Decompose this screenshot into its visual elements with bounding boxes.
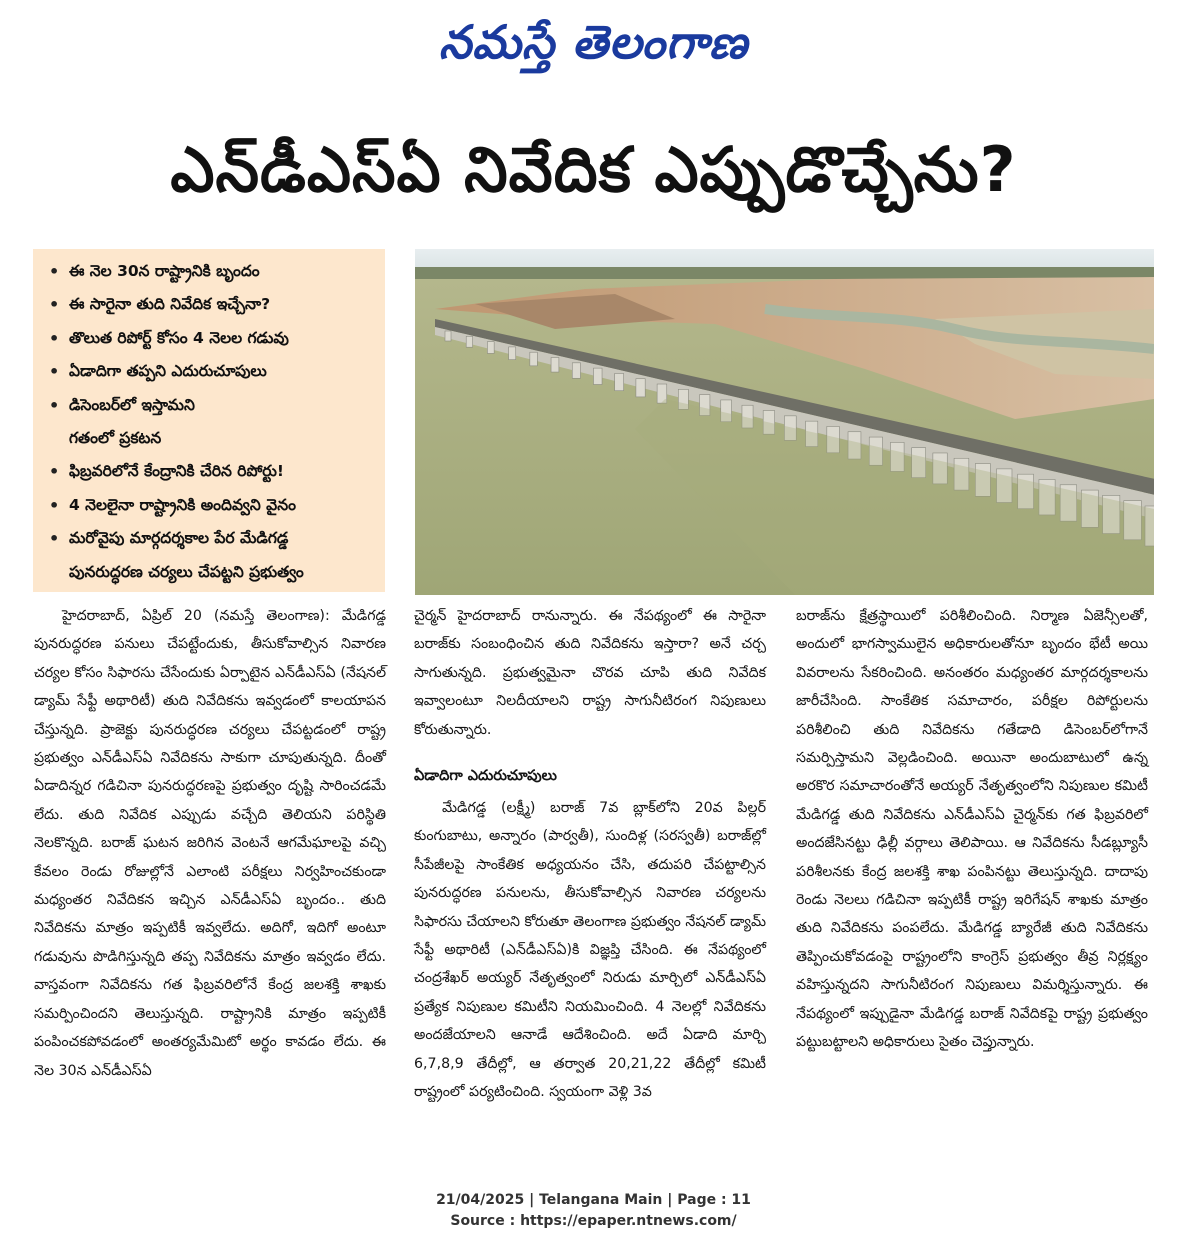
bullet-icon: • xyxy=(49,262,60,281)
highlight-line: మరోవైపు మార్గదర్శకాల పేర మేడిగడ్డ xyxy=(69,529,289,548)
barrage-pier xyxy=(615,373,624,390)
highlight-item xyxy=(47,322,375,355)
column-2-text-b: మేడిగడ్డ (లక్ష్మీ) బరాజ్ 7వ బ్లాక్‌లోని 20వ పిల్లర్ కుంగుబాటు, అన్నారం (పార్వతీ), సుందిళ్ల (సరస్వతీ) బరాజ్‌ల్లో సీపేజీలపై సాంకేతిక అధ్యయనం చేసి, తదుపరి చేపట్టాల్సిన పునరుద్ధరణ పనులను, తీసుకోవాల్సిన నివారణ చర్యలను సిఫారసు చేయాలని కోరుతూ తెలంగాణ ప్రభుత్వం నేషనల్ డ్యామ్ సేఫ్టీ అథారిటీ (ఎన్‌డీఎస్‌ఏ)కి విజ్ఞప్తి చేసింది. ఈ నేపథ్యంలో చంద్రశేఖర్ అయ్యర్ నేతృత్వంలో నిరుడు మార్చిలో ఎన్‌డీఎస్‌ఏ ప్రత్యేక నిపుణుల కమిటీని నియమించింది. 4 నెలల్లో నివేదికను అందజేయాలని ఆనాడే ఆదేశించింది. అదే ఏడాది మార్చి 6,7,8,9 తేదీల్లో, ఆ తర్వాత 20,21,22 తేదీల్లో కమిటీ రాష్ట్రంలో పర్యటించింది. స్వయంగా వెళ్లి 3వ xyxy=(414,800,766,1101)
bullet-icon: • xyxy=(49,295,60,315)
bullet-icon: • xyxy=(49,462,60,482)
highlight-line: ఫిబ్రవరిలోనే కేంద్రానికి చేరిన రిపోర్టు! xyxy=(69,462,284,481)
barrage-pier xyxy=(509,347,516,360)
highlight-item xyxy=(47,489,375,522)
column-1-text: హైదరాబాద్, ఏప్రిల్ 20 (నమస్తే తెలంగాణ): మేడిగడ్డ పునరుద్ధరణ పనులు చేపట్టేందుకు, తీసుకోవాల్సిన నివారణ చర్యల కోసం సిఫారసు చేసేందుకు ఏర్పాటైన ఎన్‌డీఎస్‌ఏ (నేషనల్ డ్యామ్ సేఫ్టీ అథారిటీ) తుది నివేదికను ఇవ్వడంలో కాలయాపన చేస్తున్నది. ప్రాజెక్టు పునరుద్ధరణ చర్యలు చేపట్టడంలో రాష్ట్ర ప్రభుత్వం ఎన్‌డీఎస్‌ఏ నివేదికను సాకుగా చూపుతున్నది. దీంతో ఏడాదిన్నర గడిచినా పునరుద్ధరణపై ప్రభుత్వం దృష్టి సారించడమే లేదు. తుది నివేదిక ఎప్పుడు వచ్చేది తెలియని పరిస్థితి నెలకొన్నది. బరాజ్ ఘటన జరిగిన వెంటనే ఆగమేఘాలపై వచ్చి కేవలం రెండు రోజుల్లోనే ఎలాంటి పరీక్షలు నిర్వహించకుండా మధ్యంతర నివేదికన ఇచ్చిన ఎన్‌డీఎస్‌ఏ బృందం.. తుది నివేదికను మాత్రం ఇప్పటికీ ఇవ్వలేదు. అదిగో, ఇదిగో అంటూ గడువును పొడిగిస్తున్నది తప్ప నివేదికను మాత్రం ఇవ్వడం లేదు. వాస్తవంగా నివేదికను గత ఫిబ్రవరిలోనే కేంద్ర జలశక్తి శాఖకు సమర్పించిందని తెలుస్తున్నది. రాష్ట్రానికి మాత్రం ఇప్పటికీ పంపించకపోవడంలో అంతర్యమేమిటో అర్థం కావడం లేదు. ఈ నెల 30న ఎన్‌డీఎస్‌ఏ xyxy=(34,608,386,1079)
footer-source: Source : https://epaper.ntnews.com/ xyxy=(450,1213,737,1229)
highlights-list xyxy=(47,255,375,589)
bullet-icon: • xyxy=(49,529,60,549)
barrage-pier xyxy=(445,331,451,341)
bullet-icon: • xyxy=(49,495,60,515)
highlight-item xyxy=(47,255,375,288)
article-column-2 xyxy=(414,602,766,1162)
barrage-pier xyxy=(636,379,645,397)
article-headline: ఎన్‌డీఎస్‌ఏ నివేదిక ఎప్పుడొచ్చేను? xyxy=(170,133,1017,206)
footer-date-page: 21/04/2025 | Telangana Main | Page : 11 xyxy=(436,1192,751,1208)
highlight-line: 4 నెలలైనా రాష్ట్రానికి అందివ్వని వైనం xyxy=(69,495,296,514)
highlight-line: ఈ సారైనా తుది నివేదిక ఇచ్చేనా? xyxy=(69,295,271,314)
highlights-box xyxy=(33,249,385,592)
barrage-pier xyxy=(530,352,537,366)
barrage-pier xyxy=(487,342,494,354)
barrage-pier xyxy=(593,368,602,384)
highlight-line: ఈ నెల 30న రాష్ట్రానికి బృందం xyxy=(69,262,260,280)
highlight-item xyxy=(47,389,375,456)
highlight-line: పునరుద్ధరణ చర్యలు చేపట్టని ప్రభుత్వం xyxy=(69,562,304,581)
highlight-item xyxy=(47,522,375,589)
bullet-icon: • xyxy=(49,362,60,382)
highlight-line: తొలుత రిపోర్ట్ కోసం 4 నెలల గడువు xyxy=(69,328,289,347)
column-2-text-a: చైర్మన్ హైదరాబాద్ రానున్నారు. ఈ నేపథ్యంలో ఈ సారైనా బరాజ్‌కు సంబంధించిన తుది నివేదికను ఇస్తారా? అనే చర్చ సాగుతున్నది. ప్రభుత్వమైనా చొరవ చూపి తుది నివేదిక ఇవ్వాలంటూ నిలదీయాలని రాష్ట్ర సాగునీటిరంగ నిపుణులు కోరుతున్నారు. xyxy=(414,608,766,738)
highlight-item xyxy=(47,455,375,488)
barrage-photo xyxy=(415,249,1154,595)
bullet-icon: • xyxy=(49,328,60,348)
barrage-pier xyxy=(572,363,580,378)
barrage-pier xyxy=(466,336,472,347)
highlight-line: గతంలో ప్రకటన xyxy=(69,429,162,448)
highlight-item xyxy=(47,355,375,388)
highlight-line: డిసెంబర్‌లో ఇస్తామని xyxy=(69,395,195,414)
article-column-3 xyxy=(796,602,1148,1162)
bullet-icon: • xyxy=(49,395,60,415)
article-subheading: ఏడాదిగా ఎదురుచూపులు xyxy=(414,768,557,785)
barrage-pier xyxy=(551,358,559,373)
highlight-item xyxy=(47,288,375,321)
highlight-line: ఏడాదిగా తప్పని ఎదురుచూపులు xyxy=(69,362,267,381)
column-3-text: బరాజ్‌ను క్షేత్రస్థాయిలో పరిశీలించింది. నిర్మాణ ఏజెన్సీలతో, అందులో భాగస్వాములైన అధికారులతోనూ బృందం భేటీ అయి వివరాలను సేకరించింది. అనంతరం మధ్యంతర మార్గదర్శకాలను జారీచేసింది. సాంకేతిక సమాచారం, పరీక్షల రిపోర్టులను పరిశీలించి తుది నివేదికను గతేడాది డిసెంబర్‌లోగానే సమర్పిస్తామని వెల్లడించింది. అయినా అందుబాటులో ఉన్న అరకొర సమాచారంతోనే అయ్యర్ నేతృత్వంలోని నిపుణుల కమిటీ మేడిగడ్డ తుది నివేదికను ఎన్‌డీఎస్‌ఏ చైర్మన్‌కు గత ఫిబ్రవరిలో అందజేసినట్టు ఢిల్లీ వర్గాలు తెలిపాయి. ఆ నివేదికను సీడబ్ల్యూసీ పరిశీలనకు కేంద్ర జలశక్తి శాఖ పంపినట్టు తెలుస్తున్నది. దాదాపు రెండు నెలలు గడిచినా ఇప్పటికీ రాష్ట్ర ఇరిగేషన్ శాఖకు మాత్రం తుది నివేదికను పంపలేదు. మేడిగడ్డ బ్యారేజీ తుది నివేదికను తెప్పించుకోవడంపై రాష్ట్రంలోని కాంగ్రెస్ ప్రభుత్వం తీవ్ర నిర్లక్ష్యం వహిస్తున్నదని సాగునీటిరంగ నిపుణులు విమర్శిస్తున్నారు. ఈ నేపథ్యంలో ఇప్పుడైనా మేడిగడ్డ బరాజ్ నివేదికపై రాష్ట్ర ప్రభుత్వం పట్టుబట్టాలని అధికారులు సైతం చెప్తున్నారు. xyxy=(796,608,1148,1051)
masthead-logo: నమస్తే తెలంగాణ xyxy=(438,15,749,69)
article-column-1 xyxy=(34,602,386,1162)
